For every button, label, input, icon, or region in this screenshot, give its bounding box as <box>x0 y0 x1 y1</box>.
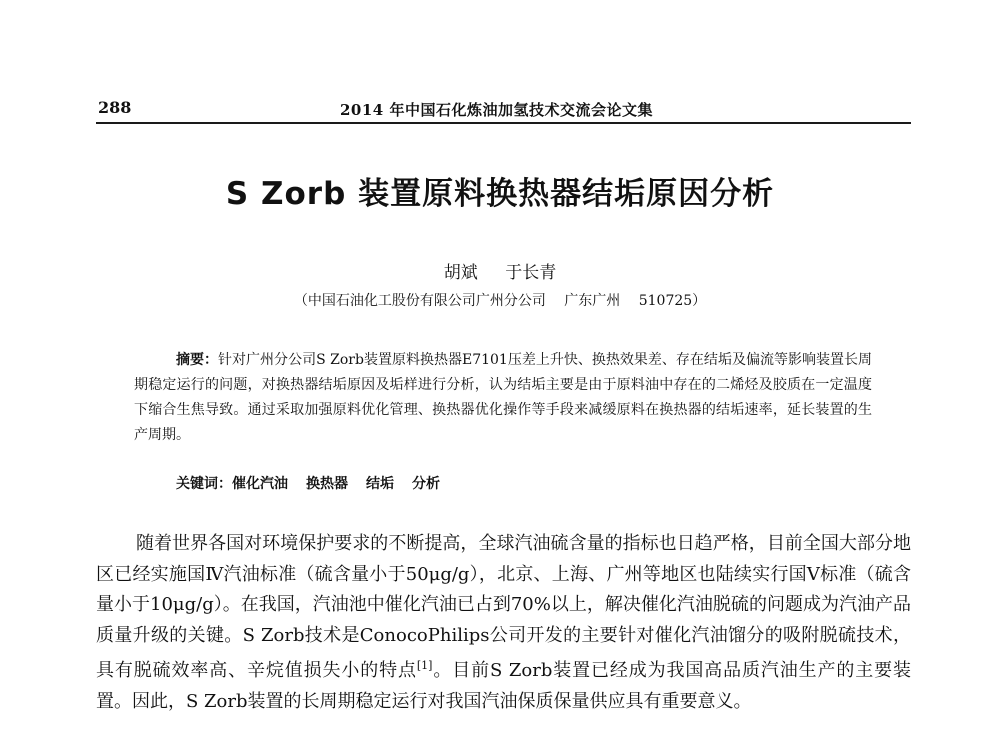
body-text-part: 。目前S Zorb装置已经成为我国高品质汽油生产的主要装置。因此，S Zorb装置的长周期稳定运行对我国汽油保质保量供应具有重要意义。 <box>96 660 911 712</box>
running-header <box>96 96 911 124</box>
citation-reference[interactable]: [1] <box>416 659 433 672</box>
keyword: 分析 <box>412 476 440 492</box>
body-text-part: 随着世界各国对环境保护要求的不断提高，全球汽油硫含量的指标也日趋严格，目前全国大部分地区已经实施国Ⅳ汽油标准（硫含量小于50μg/g），北京、上海、广州等地区也陆续实行国Ⅴ标准（硫含量小于10μg/g）。在我国，汽油池中催化汽油已占到70%以上，解决催化汽油脱硫的问题成为汽油产品质量升级的关键。S Zorb技术是ConocoPhilips公司开发的主要针对催化汽油馏分的吸附脱硫技术，具有脱硫效率高、辛烷值损失小的特点 <box>96 533 911 681</box>
keywords <box>176 473 458 493</box>
keyword: 催化汽油 <box>232 476 288 492</box>
paper-title: S Zorb 装置原料换热器结垢原因分析 <box>225 176 775 212</box>
keywords-label: 关键词： <box>176 476 232 492</box>
abstract <box>134 348 872 448</box>
keyword: 结垢 <box>366 476 394 492</box>
author-name: 胡斌 <box>443 263 478 283</box>
author-affiliation: （中国石油化工股份有限公司广州分公司 广东广州 510725） <box>293 293 707 309</box>
keyword: 换热器 <box>306 476 348 492</box>
body-paragraph <box>96 529 911 717</box>
proceedings-title: 2014 年中国石化炼油加氢技术交流会论文集 <box>340 101 653 119</box>
abstract-text: 针对广州分公司S Zorb装置原料换热器E7101压差上升快、换热效果差、存在结垢及偏流等影响装置长周期稳定运行的问题，对换热器结垢原因及垢样进行分析，认为结垢主要是由于原料油中存在的二烯烃及胶质在一定温度下缩合生焦导致。通过采取加强原料优化管理、换热器优化操作等手段来减缓原料在换热器的结垢速率，延长装置的生产周期。 <box>134 352 873 443</box>
author-list <box>0 258 1000 283</box>
author-name: 于长青 <box>505 263 557 283</box>
abstract-label: 摘要： <box>176 352 219 368</box>
page-number: 288 <box>98 98 132 117</box>
